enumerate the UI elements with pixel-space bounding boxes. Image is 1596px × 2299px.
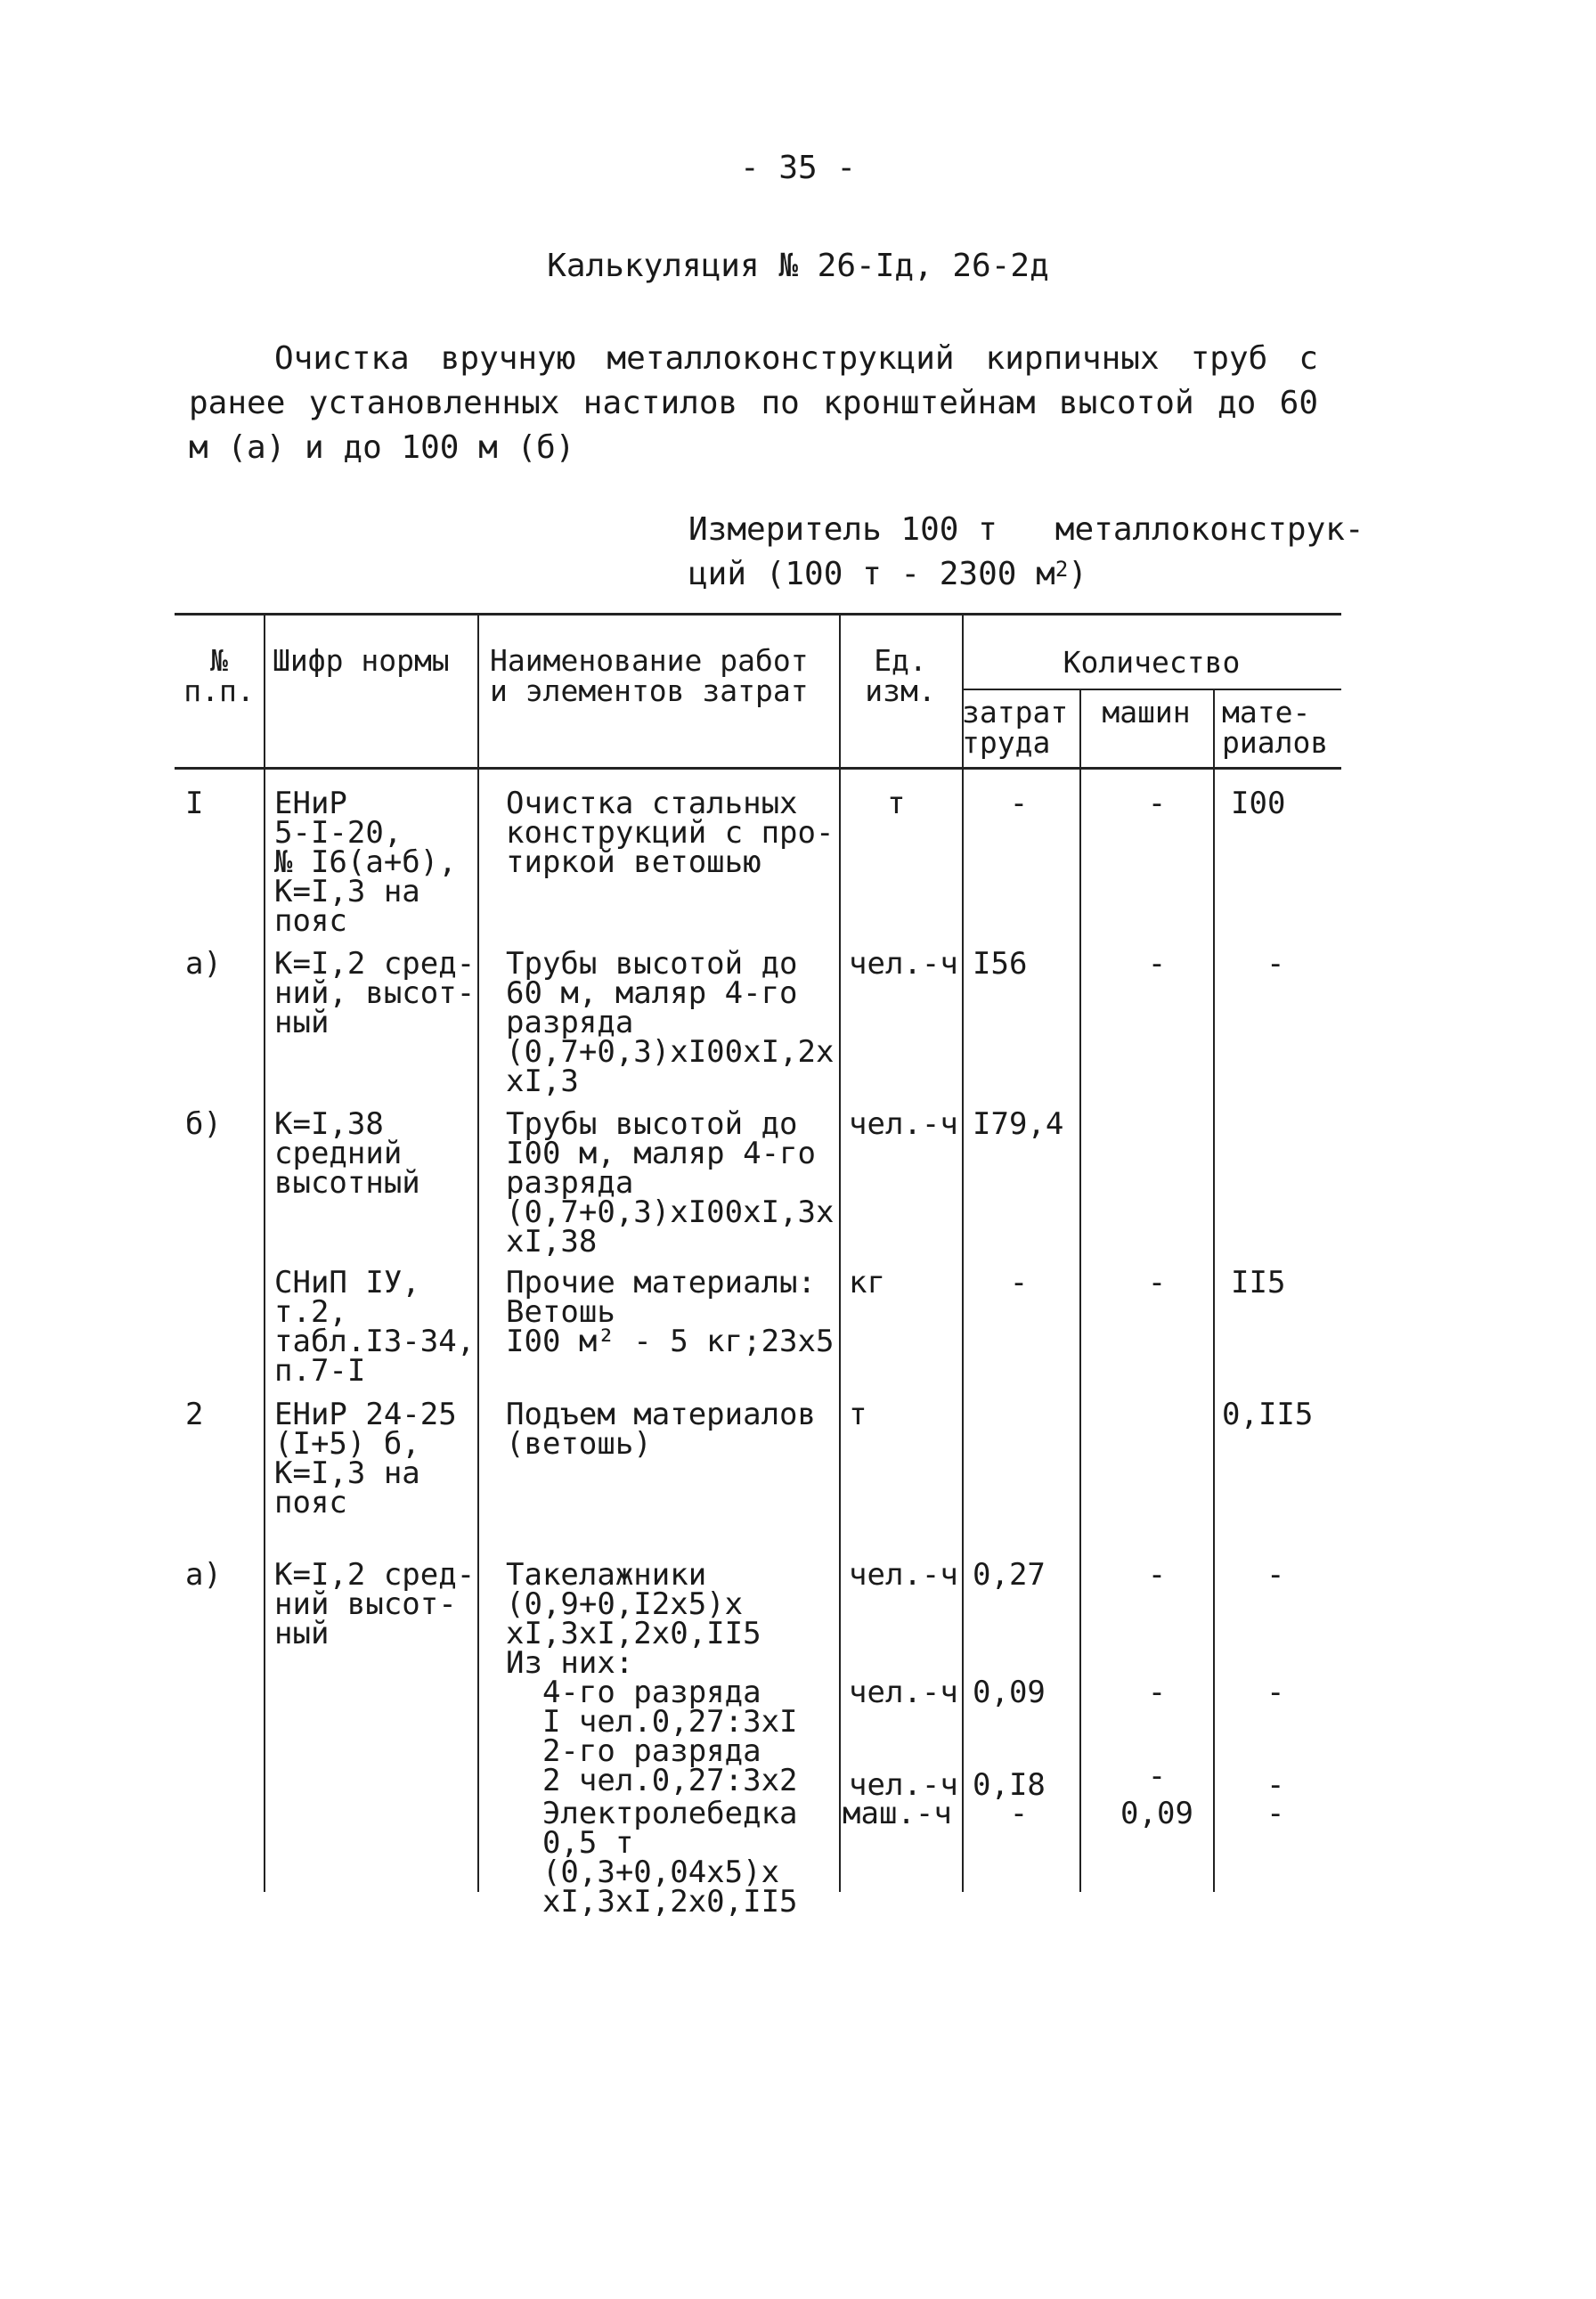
row-1b-name: Трубы высотой до I00 м, маляр 4-го разряда (0,7+0,3)хI00хI,3х хI,38 xyxy=(506,1106,835,1260)
row-1-num: I xyxy=(185,786,204,821)
row-1b-num: б) xyxy=(185,1106,222,1142)
measurer-line-2-close: ) xyxy=(1068,556,1087,592)
row-1a-machines: - xyxy=(1147,946,1167,982)
row-1a-code: К=I,2 сред- ний, высот- ный xyxy=(274,946,476,1040)
row-2a-materials: - xyxy=(1266,1557,1285,1593)
column-divider xyxy=(839,770,841,1892)
header-subdivider xyxy=(962,689,1341,690)
header-code: Шифр нормы xyxy=(273,643,450,678)
row-winch-unit: маш.-ч xyxy=(843,1796,952,1831)
row-1a-name: Трубы высотой до 60 м, маляр 4-го разряда (0,7+0,3)хI00хI,2х хI,3 xyxy=(506,946,835,1099)
row-1b-unit: чел.-ч xyxy=(849,1106,958,1142)
page-number: - 35 - xyxy=(739,150,857,186)
row-workers-unit-2: чел.-ч xyxy=(849,1767,958,1803)
row-workers-materials-4: - xyxy=(1266,1675,1285,1710)
column-divider xyxy=(264,770,265,1892)
row-2-code: ЕНиР 24-25 (I+5) б, К=I,3 на пояс xyxy=(274,1397,457,1520)
row-1a-materials: - xyxy=(1266,946,1285,982)
table-body xyxy=(175,770,1341,1920)
row-2a-name: Такелажники (0,9+0,I2х5)х хI,3хI,2х0,II5 Из них: xyxy=(506,1557,761,1681)
row-1b-labor: I79,4 xyxy=(973,1106,1064,1142)
row-1b-code: К=I,38 средний высотный xyxy=(274,1106,420,1201)
row-winch-machines: 0,09 xyxy=(1120,1796,1193,1831)
row-2-unit: т xyxy=(849,1397,867,1432)
row-1-machines: - xyxy=(1147,786,1167,821)
row-2a-code: К=I,2 сред- ний высот- ный xyxy=(274,1557,476,1651)
row-workers-labor-2: 0,I8 xyxy=(973,1767,1046,1803)
header-labor: затрат труда xyxy=(962,695,1069,760)
description-text: Очистка вручную металлоконструкций кирпичных труб с ранее установленных настилов по кронштейнам высотой до 60 м (а) и до 100 м (б) xyxy=(189,340,1318,466)
row-2-name: Подъем материалов (ветошь) xyxy=(506,1397,816,1462)
row-workers-machines-4: - xyxy=(1147,1675,1167,1710)
row-1-unit: т xyxy=(887,786,906,821)
header-divider xyxy=(1213,689,1215,767)
row-winch-materials: - xyxy=(1266,1796,1285,1831)
header-quantity: Количество xyxy=(1063,645,1241,680)
measurer-line-1: Измеритель 100 т металлоконструк- xyxy=(688,511,1364,548)
row-2a-unit: чел.-ч xyxy=(849,1557,958,1593)
header-divider xyxy=(477,616,479,767)
work-description xyxy=(189,337,1318,470)
row-workers-labor-4: 0,09 xyxy=(973,1675,1046,1710)
row-materials-code: СНиП IУ, т.2, табл.I3-34, п.7-I xyxy=(274,1265,476,1389)
header-materials: мате- риалов xyxy=(1222,695,1329,760)
row-1a-labor: I56 xyxy=(973,946,1028,982)
row-1a-num: а) xyxy=(185,946,222,982)
column-divider xyxy=(1079,770,1081,1892)
measurer-superscript: 2 xyxy=(1054,557,1069,582)
row-1-materials: I00 xyxy=(1231,786,1286,821)
row-1-name: Очистка стальных конструкций с про- тиркой ветошью xyxy=(506,786,835,880)
row-workers-name: 4-го разряда I чел.0,27:3хI 2-го разряда 2 чел.0,27:3х2 xyxy=(542,1675,798,1798)
row-winch-labor: - xyxy=(1009,1796,1029,1831)
row-workers-materials-2: - xyxy=(1266,1767,1285,1803)
column-divider xyxy=(962,770,964,1892)
row-workers-machines-2: - xyxy=(1147,1758,1167,1794)
header-num: № п.п. xyxy=(183,643,255,708)
row-materials-labor: - xyxy=(1009,1265,1029,1300)
row-materials-name: Прочие материалы: Ветошь I00 м² - 5 кг;23х5 xyxy=(506,1265,835,1359)
row-materials-materials: II5 xyxy=(1231,1265,1286,1300)
row-1-labor: - xyxy=(1009,786,1029,821)
table-header xyxy=(175,616,1341,770)
row-1a-unit: чел.-ч xyxy=(849,946,958,982)
measurer-note xyxy=(688,508,1364,597)
measurer-line-2 xyxy=(688,552,1330,597)
column-divider xyxy=(1213,770,1215,1892)
header-divider xyxy=(264,616,265,767)
header-machines: машин xyxy=(1102,695,1191,730)
row-2a-machines: - xyxy=(1147,1557,1167,1593)
row-1-code: ЕНиР 5-I-20, № I6(а+б), К=I,3 на пояс xyxy=(274,786,457,939)
header-unit: Ед. изм. xyxy=(865,643,936,708)
row-materials-machines: - xyxy=(1147,1265,1167,1300)
row-winch-name: Электролебедка 0,5 т (0,3+0,04х5)х хI,3хI,2х0,II5 xyxy=(542,1796,798,1920)
calculation-title: Калькуляция № 26-Iд, 26-2д xyxy=(547,248,1049,284)
column-divider xyxy=(477,770,479,1892)
row-2a-labor: 0,27 xyxy=(973,1557,1046,1593)
calculation-table xyxy=(175,613,1341,1920)
row-2-num: 2 xyxy=(185,1397,204,1432)
row-2a-num: а) xyxy=(185,1557,222,1593)
row-2-materials: 0,II5 xyxy=(1222,1397,1314,1432)
row-materials-unit: кг xyxy=(849,1265,885,1300)
header-name: Наименование работ и элементов затрат xyxy=(490,643,809,708)
row-workers-unit-4: чел.-ч xyxy=(849,1675,958,1710)
measurer-line-2-text: ций (100 т - 2300 м xyxy=(688,556,1055,592)
